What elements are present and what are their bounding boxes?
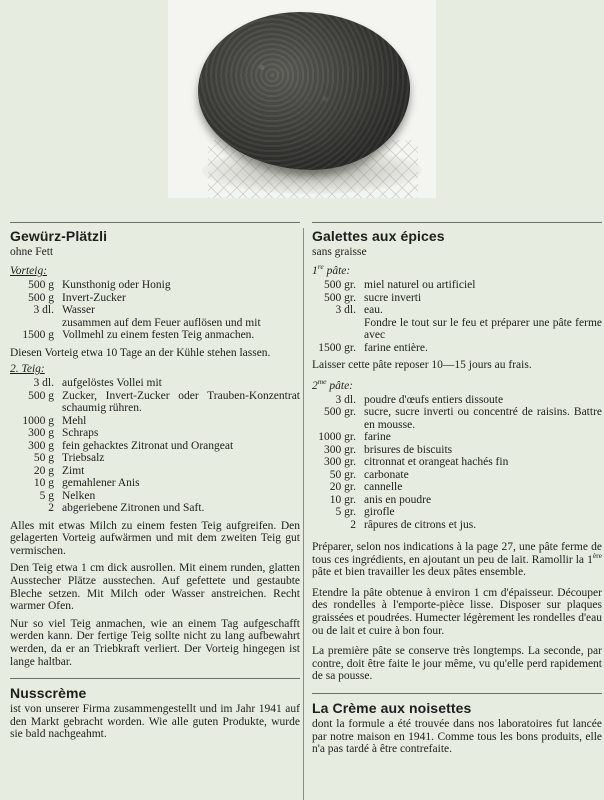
section-label [312,376,602,393]
paragraph: Nur so viel Teig anmachen, wie an einem Tag aufgeschafft werden kann. Der fertige Teig sollte nicht zu lang aufbewahrt werden, da er an Triebkraft verliert. Der Vorteig hingegen ist lange haltbar. [10,617,300,668]
section-label-text: pâte: [323,265,351,277]
ingredient-qty: 1500 gr. [318,341,356,354]
ingredient-qty: 500 gr. [324,291,356,304]
ingredient-row [312,444,602,457]
recipe-subtitle: sans graisse [312,246,367,258]
ingredient-text: girofle [364,506,395,519]
ingredient-row [312,481,602,494]
ingredient-row [312,342,602,355]
ingredient-text: aufgelöstes Vollei mit [62,377,162,390]
ingredient-row [312,494,602,507]
ingredient-text: fein gehacktes Zitronat und Orangeat [62,439,234,452]
ingredient-qty: 500 g [28,291,54,304]
ingredient-row [312,519,602,532]
ingredient-qty [10,317,62,330]
ingredient-qty [312,317,364,342]
paragraph: dont la formule a été trouvée dans nos laboratoires fut lancée par notre maison en 1941. Comme tous les bons produits, elle n'a pas tardé à être contrefaite. [312,718,602,756]
ingredient-list [312,394,602,532]
recipe-title: Galettes aux épices [312,228,445,244]
cake-texture [198,12,410,170]
ingredient-qty: 5 g [39,489,54,502]
ingredient-text: miel naturel ou artificiel [364,279,476,291]
ingredient-text: cannelle [364,481,403,494]
ingredient-qty: 20 g [33,464,54,477]
ingredient-qty: 3 dl. [335,393,356,406]
section-superscript: me [317,376,327,386]
ingredient-qty: 3 dl. [335,304,356,316]
ingredient-qty: 50 g [33,452,54,465]
ingredient-text: Zimt [62,464,85,477]
ingredient-qty: 1000 g [22,414,54,427]
ingredient-row [10,329,300,342]
section-label [312,262,602,278]
german-recipe-column [10,222,300,741]
ingredient-row [10,477,300,490]
ingredient-row [312,279,602,292]
paragraph: ist von unserer Firma zusammengestellt und im Jahr 1941 auf den Markt gebracht worden. Wie alle guten Produkte, wurde sie bald nachgeahmt. [10,703,300,741]
ingredient-row [312,431,602,444]
ingredient-qty: 3 dl. [33,304,54,316]
ingredient-qty: 500 g [28,389,54,402]
ingredient-qty: 2 [350,518,356,531]
ingredient-row [312,317,602,342]
ingredient-row [10,390,300,415]
ingredient-qty: 50 gr. [329,468,356,481]
ingredient-qty: 10 gr. [329,493,356,506]
paragraph: La première pâte se conserve très longtemps. La seconde, par contre, doit être faite le jour même, vu qu'elle perd rapidement de sa pousse. [312,645,602,683]
ingredient-row [10,304,300,317]
paragraph [312,541,602,579]
ingredient-qty: 300 g [28,439,54,452]
ingredient-text: Mehl [62,414,87,427]
section-label: 2. Teig: [10,363,45,376]
ingredient-text: citronnat et orangeat hachés fin [364,456,509,469]
ingredient-text: Vollmehl zu einem festen Teig anmachen. [62,329,255,341]
ingredient-qty: 1500 g [22,329,54,341]
ingredient-text: farine [364,431,391,444]
ingredient-list [312,279,602,354]
ingredient-qty: 5 gr. [335,506,356,519]
section-label-text: pâte: [326,379,354,392]
ingredient-text: brisures de biscuits [364,443,453,456]
ingredient-qty: 300 gr. [324,443,356,456]
ingredient-qty: 300 g [28,427,54,440]
ingredient-list [10,377,300,515]
ingredient-qty: 500 g [28,279,54,291]
ingredient-row [312,292,602,305]
ingredient-row [10,440,300,453]
ingredient-text: Schraps [62,427,99,440]
ingredient-text: anis en poudre [364,493,432,506]
paragraph: Diesen Vorteig etwa 10 Tage an der Kühle stehen lassen. [10,346,271,359]
ingredient-text: eau. [364,304,383,316]
ingredient-row [10,279,300,292]
ingredient-text: abgeriebene Zitronen und Saft. [62,502,205,515]
paragraph-text: Préparer, selon nos indications à la page 27, une pâte ferme de tous ces ingrédients, en ajoutant un peu de lait. Ramollir la 1 [312,541,602,566]
ingredient-qty: 300 gr. [324,456,356,469]
section-title: La Crème aux noisettes [312,700,472,717]
paragraph: Etendre la pâte obtenue à environ 1 cm d'épaisseur. Découper des rondelles à l'emporte-pièce lisse. Disposer sur plaques graissées et poudrées. Humecter légèrement les rondelles d'eau ou de lait et cuire à bon four. [312,586,602,637]
paragraph: Alles mit etwas Milch zu einem festen Teig aufgreifen. Den gelagerten Vorteig aufwärmen und mit dem zweiten Teig gut vermischen. [10,519,300,557]
ingredient-row [10,465,300,478]
ingredient-row [10,427,300,440]
paragraph: Laisser cette pâte reposer 10—15 jours au frais. [312,359,532,371]
paragraph: Den Teig etwa 1 cm dick ausrollen. Mit einem runden, glatten Ausstecher Plätze ausstechen. Auf gefettete und gestaubte Bleche setzen. Mit Milch oder Wasser anstreichen. Recht warmer Ofen. [10,562,300,613]
ingredient-text: Triebsalz [62,452,105,465]
ingredient-text: Fondre le tout sur le feu et préparer une pâte ferme avec [364,316,602,341]
french-recipe-column [312,222,602,756]
ingredient-qty: 2 [48,502,54,515]
ingredient-text: Invert-Zucker [62,291,126,304]
top-rule [312,222,602,223]
column-divider [303,228,304,800]
recipe-title: Gewürz-Plätzli [10,228,108,244]
ingredient-text: Wasser [62,304,95,316]
ingredient-row [312,394,602,407]
paragraph-text: pâte et bien travailler les deux pâtes ensemble. [312,566,526,579]
section-number: 1 [312,265,318,277]
ingredient-text: Kunsthonig oder Honig [62,279,171,291]
ingredient-row [312,456,602,469]
section-number: 2 [312,379,318,392]
ingredient-qty: 500 gr. [324,406,356,419]
ingredient-text: poudre d'œufs entiers dissoute [364,393,504,406]
section-title: Nusscrème [10,685,87,702]
cake-photo [168,0,436,198]
ingredient-row [312,406,602,431]
top-rule [10,222,300,223]
ingredient-text: farine entière. [364,341,428,354]
ingredient-row [10,502,300,515]
section-label: Vorteig: [10,265,48,277]
ingredient-text: gemahlener Anis [62,477,140,490]
ingredient-qty: 20 gr. [329,481,356,494]
ingredient-qty: 3 dl. [33,377,54,390]
section-rule [10,678,300,679]
ingredient-qty: 10 g [33,477,54,490]
ingredient-text: sucre inverti [364,291,422,304]
ingredient-text: Nelken [62,489,96,502]
ingredient-text: zusammen auf dem Feuer auflösen und mit [62,316,261,329]
section-superscript: re [317,262,324,272]
ingredient-row [10,292,300,305]
ingredient-row [312,469,602,482]
paragraph-superscript: ère [592,550,602,560]
ingredient-row [10,452,300,465]
ingredient-row [312,506,602,519]
ingredient-row [10,317,300,330]
ingredient-row [10,377,300,390]
ingredient-text: Zucker, Invert-Zucker oder Trauben-Konzentrat schaumig rühren. [62,389,300,415]
ingredient-list [10,279,300,342]
recipe-subtitle: ohne Fett [10,246,54,258]
ingredient-text: sucre, sucre inverti ou concentré de raisins. Battre en mousse. [364,406,602,431]
ingredient-row [312,304,602,317]
ingredient-qty: 1000 gr. [318,431,356,444]
ingredient-row [10,490,300,503]
ingredient-text: râpures de citrons et jus. [364,518,477,531]
ingredient-qty: 500 gr. [324,279,356,291]
ingredient-text: carbonate [364,468,409,481]
ingredient-row [10,415,300,428]
section-rule [312,693,602,694]
